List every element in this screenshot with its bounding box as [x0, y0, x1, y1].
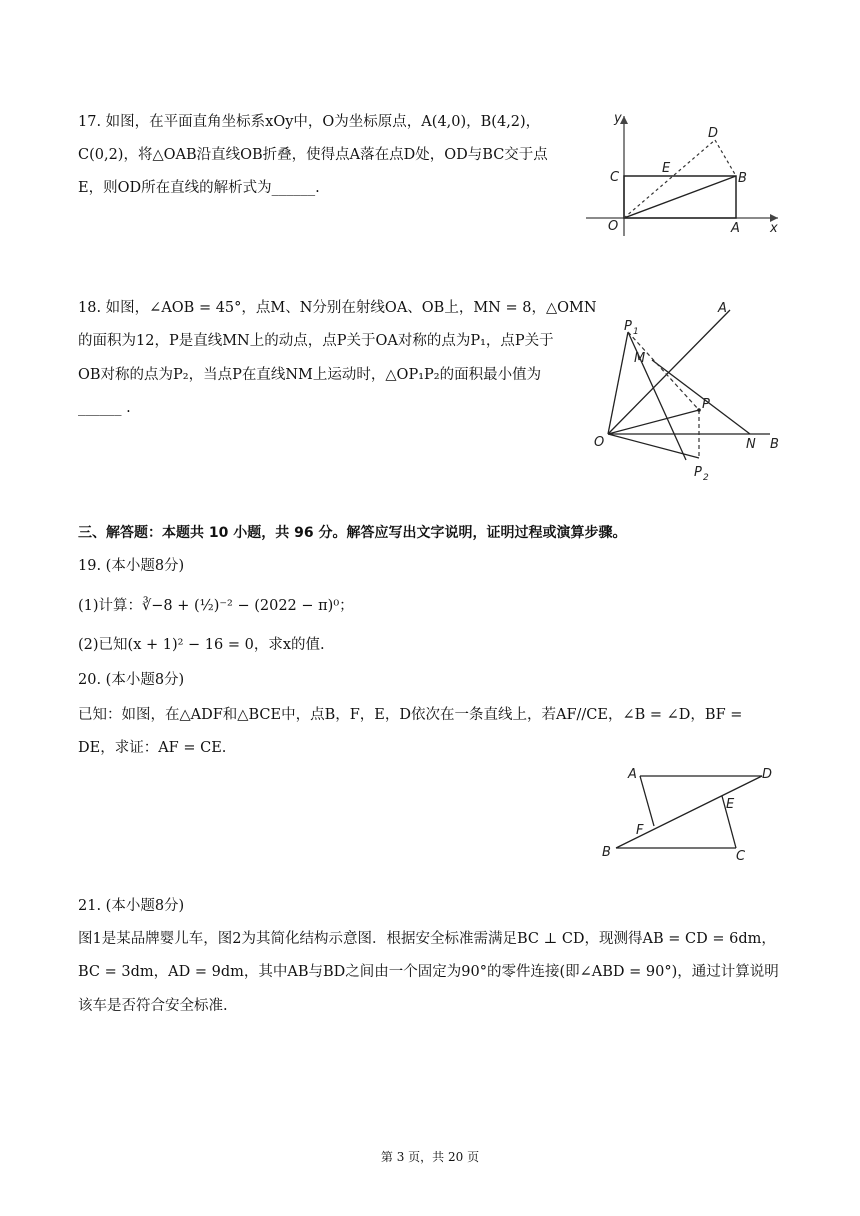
q17-label-x: x — [770, 221, 778, 236]
q18-label-P2: P — [694, 465, 702, 480]
q18-label-A: A — [718, 301, 727, 316]
page-footer: 第 3 页，共 20 页 — [380, 1150, 480, 1164]
q20-figure — [592, 762, 782, 866]
q18-line-3: OB对称的点为P₂，当点P在直线NM上运动时，△OP₁P₂的面积最小值为 — [78, 367, 542, 383]
q18-line-2: 的面积为12，P是直线MN上的动点，点P关于OA对称的点为P₁，点P关于 — [78, 333, 554, 349]
q17-label-B: B — [738, 171, 747, 186]
q20-heading: 20. (本小题8分) — [78, 672, 185, 688]
q18-figure — [588, 296, 788, 486]
q19-part-2: (2)已知(x + 1)² − 16 = 0，求x的值. — [78, 637, 325, 653]
section-3-heading: 三、解答题：本题共 10 小题，共 96 分。解答应写出文字说明，证明过程或演算步骤。 — [78, 525, 627, 541]
q20-line-2: DE，求证：AF = CE. — [78, 740, 227, 756]
q20-label-D: D — [762, 767, 773, 782]
q17-label-y: y — [614, 111, 622, 126]
q20-label-A: A — [628, 767, 637, 782]
q20-label-B: B — [602, 845, 611, 860]
q17-label-C: C — [610, 170, 620, 185]
q17-label-A: A — [731, 221, 740, 236]
q20-label-C: C — [736, 849, 746, 864]
q20-label-E: E — [726, 797, 735, 812]
q18-label-P2-sub: 2 — [703, 473, 709, 483]
q20-line-1: 已知：如图，在△ADF和△BCE中，点B，F，E，D依次在一条直线上，若AF//CE，∠B = ∠D，BF = — [78, 707, 743, 723]
q17-figure — [580, 108, 790, 238]
q18-label-N: N — [746, 437, 756, 452]
q17-line-1: 17. 如图，在平面直角坐标系xOy中，O为坐标原点，A(4,0)，B(4,2)， — [78, 114, 541, 130]
q21-line-2: BC = 3dm，AD = 9dm，其中AB与BD之间由一个固定为90°的零件连接(即∠ABD = 90°)，通过计算说明 — [78, 964, 779, 980]
q21-line-3: 该车是否符合安全标准. — [78, 998, 228, 1014]
q18-label-P: P — [702, 397, 710, 412]
q18-label-O: O — [594, 435, 605, 450]
q18-line-1: 18. 如图，∠AOB = 45°，点M、N分别在射线OA、OB上，MN = 8，△OMN — [78, 300, 597, 316]
q18-line-4: ______ . — [78, 400, 131, 416]
q18-label-P1: P — [624, 319, 632, 334]
q17-label-D: D — [708, 126, 719, 141]
q19-part-1: (1)计算：∛−8 + (½)⁻² − (2022 − π)⁰； — [78, 598, 354, 614]
q17-label-E: E — [662, 161, 671, 176]
q17-line-2: C(0,2)，将△OAB沿直线OB折叠，使得点A落在点D处，OD与BC交于点 — [78, 147, 548, 163]
q17-label-O: O — [608, 219, 619, 234]
q19-heading: 19. (本小题8分) — [78, 558, 185, 574]
q18-label-P1-sub: 1 — [633, 327, 639, 337]
q18-label-M: M — [634, 351, 646, 366]
q21-heading: 21. (本小题8分) — [78, 898, 185, 914]
q17-line-3: E，则OD所在直线的解析式为______. — [78, 180, 320, 196]
q18-label-B: B — [770, 437, 779, 452]
q20-label-F: F — [636, 823, 644, 838]
q21-line-1: 图1是某品牌婴儿车，图2为其简化结构示意图．根据安全标准需满足BC ⊥ CD，现测得AB = CD = 6dm， — [78, 931, 776, 947]
